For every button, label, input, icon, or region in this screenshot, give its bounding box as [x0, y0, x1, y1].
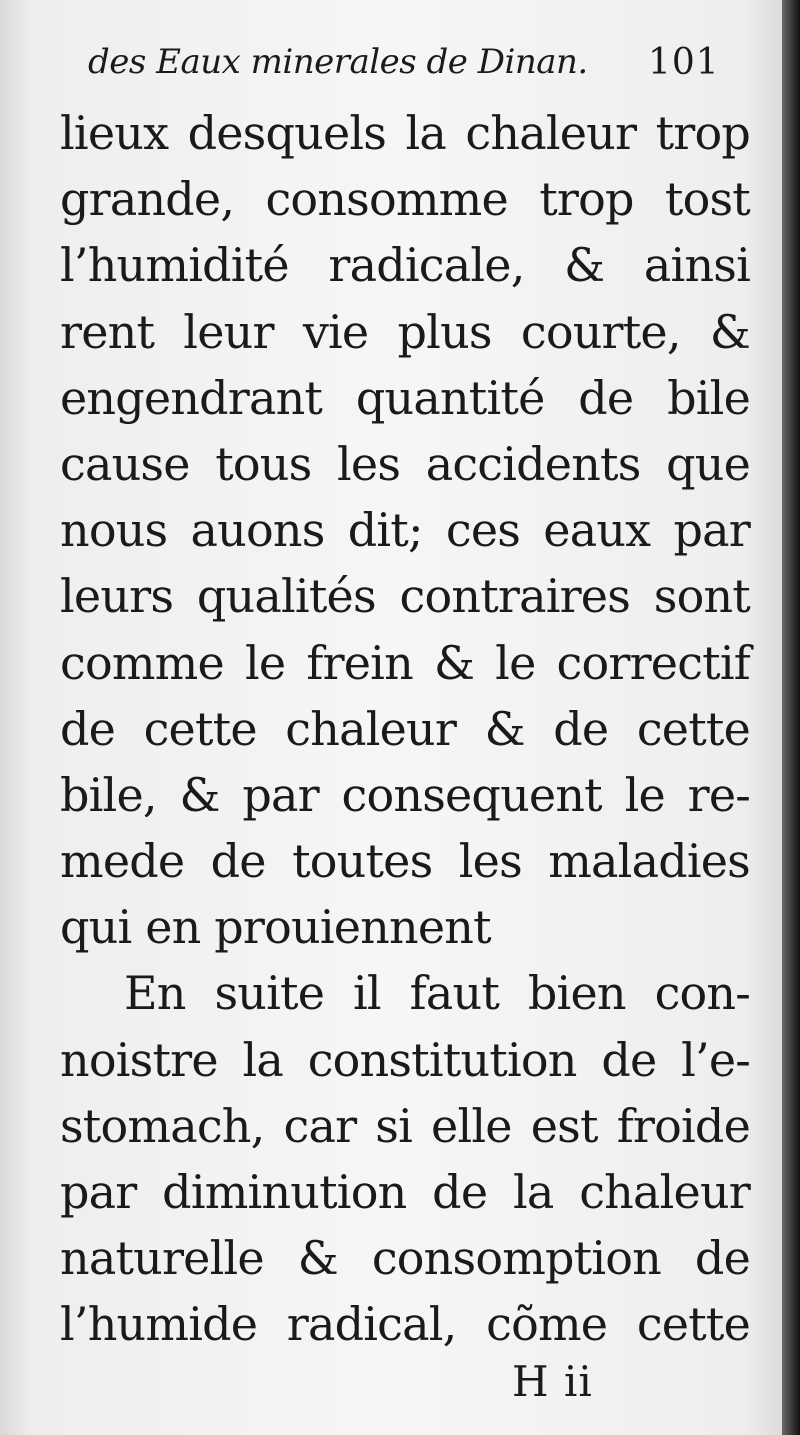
text-line: engendrant quantité de bile [60, 370, 750, 425]
text-line: bile, & par consequent le re- [60, 767, 750, 822]
text-line: En suite il faut bien con- [124, 966, 750, 1021]
text-line: lieux desquels la chaleur trop [60, 106, 750, 160]
body-text [60, 100, 750, 1358]
text-line: de cette chaleur & de cette [60, 701, 750, 756]
text-line: cause tous les accidents que [60, 436, 750, 491]
text-line: naturelle & consomption de [60, 1231, 750, 1286]
text-line: par diminution de la chaleur [60, 1165, 750, 1219]
text-line: noistre la constitution de l’e- [60, 1032, 750, 1087]
running-head-title: des Eaux minerales de Dinan. [88, 42, 588, 82]
signature-mark: H ii [512, 1357, 593, 1406]
page-edge-shadow [782, 0, 800, 1435]
text-line: leurs qualités contraires sont [60, 569, 750, 624]
text-line: stomach, car si elle est froide [60, 1098, 750, 1153]
text-line: l’humidité radicale, & ainsi [60, 238, 750, 293]
text-line: l’humide radical, cõme cette [60, 1297, 750, 1352]
text-line: mede de toutes les maladies [60, 834, 750, 889]
text-line: grande, consomme trop tost [60, 172, 750, 227]
running-head [88, 42, 738, 92]
text-line: rent leur vie plus courte, & [60, 304, 750, 359]
text-line: qui en prouiennent [60, 900, 491, 955]
text-line: comme le frein & le correctif [60, 635, 750, 690]
text-line: nous auons dit; ces eaux par [60, 503, 750, 558]
page-number: 101 [648, 42, 720, 83]
